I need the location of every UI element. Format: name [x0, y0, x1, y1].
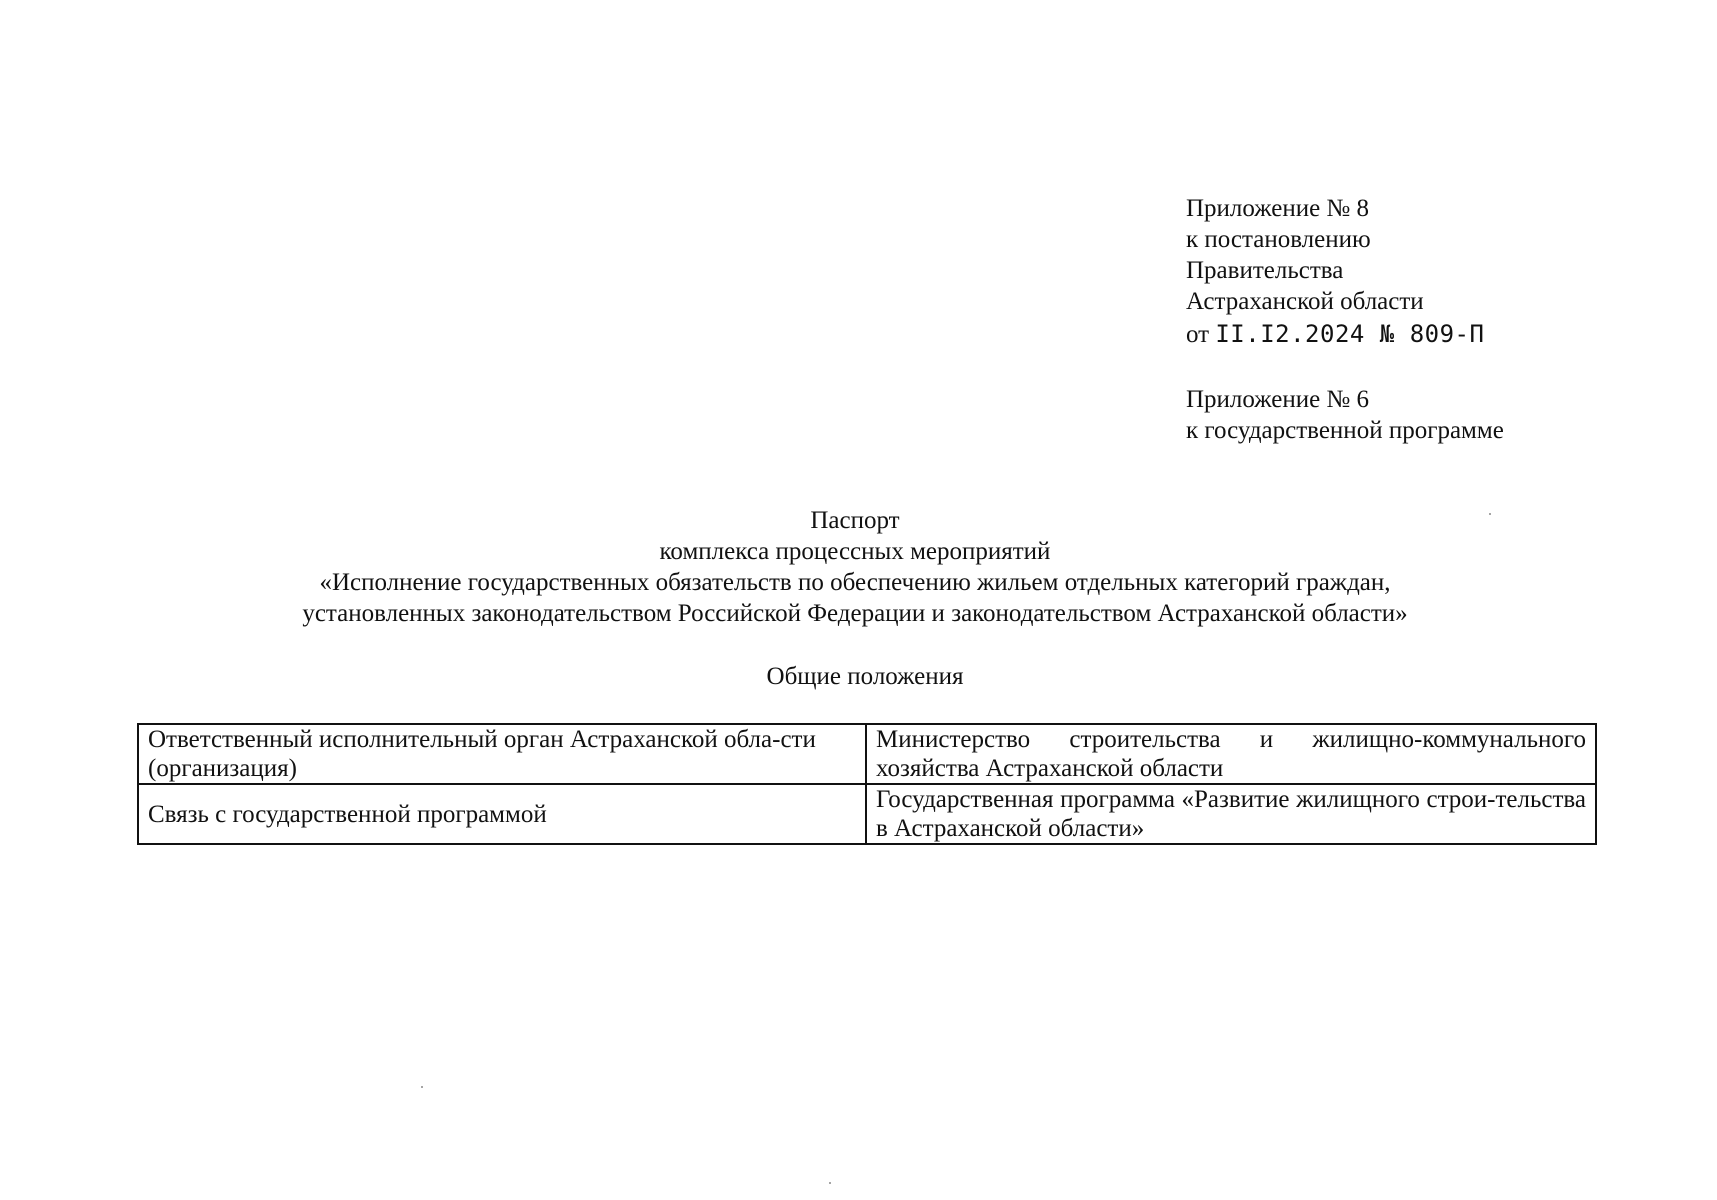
title-program-name-line1: «Исполнение государственных обязательств по обеспечению жильем отдельных категорий граждан, — [319, 569, 1391, 596]
appendix-secondary — [1186, 384, 1606, 446]
scan-speck — [829, 1182, 831, 1184]
appendix-number: Приложение № 8 — [1186, 195, 1370, 222]
section-heading: Общие положения — [766, 663, 964, 690]
appendix-secondary-to-program: к государственной программе — [1186, 417, 1504, 444]
general-provisions-table — [137, 723, 1597, 845]
title-passport: Паспорт — [810, 507, 900, 534]
document-title — [120, 505, 1590, 629]
table-row — [138, 724, 1596, 784]
table-cell-value: Министерство строительства и жилищно-коммунального хозяйства Астраханской области — [866, 724, 1596, 784]
appendix-date-value: II.I2.2024 № 809-П — [1215, 320, 1485, 348]
table-cell-label: Ответственный исполнительный орган Астраханской обла-сти (организация) — [138, 724, 866, 784]
scan-speck — [421, 1086, 423, 1088]
appendix-to-resolution: к постановлению — [1186, 226, 1371, 253]
appendix-region: Астраханской области — [1186, 288, 1424, 315]
appendix-date-line — [1186, 319, 1606, 350]
table-cell-value: Государственная программа «Развитие жилищного строи-тельства в Астраханской области» — [866, 784, 1596, 844]
appendix-government: Правительства — [1186, 257, 1344, 284]
appendix-secondary-number: Приложение № 6 — [1186, 386, 1370, 413]
scan-speck — [1489, 513, 1491, 515]
title-subtitle: комплекса процессных мероприятий — [659, 538, 1051, 565]
table-row — [138, 784, 1596, 844]
table-cell-label: Связь с государственной программой — [138, 784, 866, 844]
appendix-date-prefix: от — [1186, 321, 1210, 348]
appendix-primary — [1186, 193, 1606, 350]
title-program-name-line2: установленных законодательством Российской Федерации и законодательством Астраханской области» — [302, 600, 1408, 627]
